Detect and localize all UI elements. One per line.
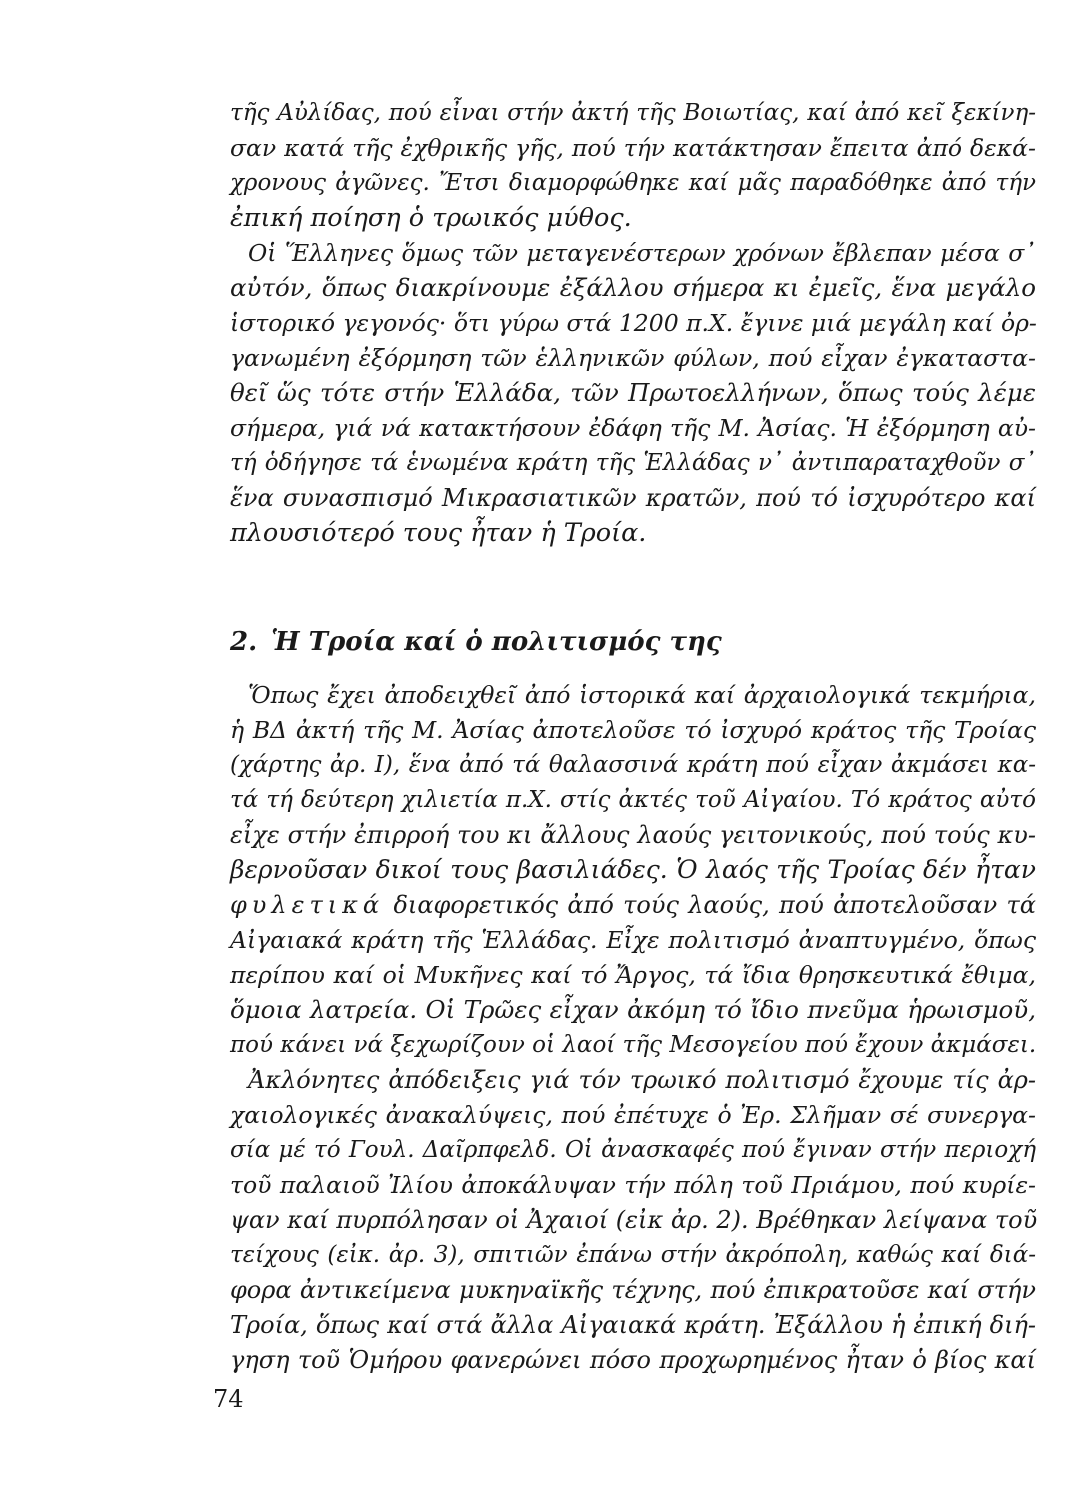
text-line: χαιολογικές ἀνακαλύψεις, πού ἐπέτυχε ὁ Ἐρ. Σλῆμαν σέ συνεργα- [230, 1101, 1036, 1129]
text-line: πού κάνει νά ξεχωρίζουν οἱ λαοί τῆς Μεσογείου πού ἔχουν ἀκμάσει. [230, 1032, 1037, 1058]
text-line: εἶχε στήν ἐπιρροή του κι ἄλλους λαούς γειτονικούς, πού τούς κυ- [230, 821, 1036, 849]
text-line: ἡ ΒΔ ἀκτή τῆς Μ. Ἀσίας ἀποτελοῦσε τό ἰσχυρό κράτος τῆς Τροίας [230, 716, 1036, 744]
text-line: τά τή δεύτερη χιλιετία π.Χ. στίς ἀκτές τοῦ Αἰγαίου. Τό κράτος αὐτό [230, 787, 1036, 813]
text-line: σήμερα, γιά νά κατακτήσουν ἐδάφη τῆς Μ. Ἀσίας. Ἡ ἐξόρμηση αὐ- [230, 414, 1036, 442]
text-line: χρονους ἀγῶνες. Ἔτσι διαμορφώθηκε καί μᾶς παραδόθηκε ἀπό τήν [230, 170, 1036, 196]
text-line: αὐτόν, ὅπως διακρίνουμε ἐξάλλου σήμερα κι ἐμεῖς, ἕνα μεγάλο [230, 273, 1036, 302]
text-fragment: διαφορετικός ἀπό τούς λαούς, πού ἀποτελοῦσαν τά [393, 891, 1036, 919]
text-line: Τροία, ὅπως καί στά ἄλλα Αἰγαιακά κράτη. Ἐξάλλου ἡ ἐπική διή- [230, 1311, 1036, 1339]
text-line: θεῖ ὥς τότε στήν Ἑλλάδα, τῶν Πρωτοελλήνων, ὅπως τούς λέμε [230, 378, 1036, 407]
section-number: 2. [230, 627, 258, 657]
text-line: ψαν καί πυρπόλησαν οἱ Ἀχαιοί (εἰκ ἀρ. 2). Βρέθηκαν λείψανα τοῦ [230, 1206, 1038, 1234]
text-line: (χάρτης ἀρ. Ι), ἕνα ἀπό τά θαλασσινά κράτη πού εἶχαν ἀκμάσει κα- [230, 752, 1036, 778]
text-line: τείχους (εἰκ. ἀρ. 3), σπιτιῶν ἐπάνω στήν ἀκρόπολη, καθώς καί διά- [230, 1242, 1036, 1268]
text-line: πλουσιότερό τους ἦταν ἡ Τροία. [230, 518, 647, 548]
text-line [230, 890, 1036, 920]
text-line: ἕνα συνασπισμό Μικρασιατικῶν κρατῶν, πού τό ἰσχυρότερο καί [230, 484, 1036, 512]
text-line: τῆς Αὐλίδας, πού εἶναι στήν ἀκτή τῆς Βοιωτίας, καί ἀπό κεῖ ξεκίνη- [230, 100, 1036, 126]
section-heading [230, 626, 722, 658]
text-line: ἱστορικό γεγονός· ὅτι γύρω στά 1200 π.Χ. ἔγινε μιά μεγάλη καί ὀρ- [230, 309, 1037, 337]
text-line: σαν κατά τῆς ἐχθρικῆς γῆς, πού τήν κατάκτησαν ἔπειτα ἀπό δεκά- [230, 134, 1036, 162]
text-line: γανωμένη ἐξόρμηση τῶν ἑλληνικῶν φύλων, πού εἶχαν ἐγκαταστα- [230, 344, 1036, 372]
text-line: φορα ἀντικείμενα μυκηναϊκῆς τέχνης, πού ἐπικρατοῦσε καί στήν [230, 1276, 1036, 1304]
spaced-emphasis: φυλετικά [230, 891, 385, 919]
text-line: βερνοῦσαν δικοί τους βασιλιάδες. Ὁ λαός τῆς Τροίας δέν ἦταν [230, 855, 1036, 884]
page-number: 74 [213, 1385, 244, 1413]
text-line: ἐπική ποίηση ὁ τρωικός μύθος. [230, 203, 632, 233]
text-line: τοῦ παλαιοῦ Ἰλίου ἀποκάλυψαν τήν πόλη τοῦ Πριάμου, πού κυρίε- [230, 1171, 1036, 1199]
text-line: Οἱ Ἕλληνες ὅμως τῶν μεταγενέστερων χρόνων ἔβλεπαν μέσα σ᾽ [248, 239, 1036, 267]
text-line: ὅμοια λατρεία. Οἱ Τρῶες εἶχαν ἀκόμη τό ἴδιο πνεῦμα ἡρωισμοῦ, [230, 995, 1036, 1024]
text-line: Ἀκλόνητες ἀπόδειξεις γιά τόν τρωικό πολιτισμό ἔχουμε τίς ἀρ- [248, 1066, 1036, 1094]
text-line: τή ὁδήγησε τά ἑνωμένα κράτη τῆς Ἑλλάδας ν᾽ ἀντιπαραταχθοῦν σ᾽ [230, 450, 1036, 476]
text-line: γηση τοῦ Ὁμήρου φανερώνει πόσο προχωρημένος ἦταν ὁ βίος καί [230, 1346, 1036, 1374]
section-title: Ἡ Τροία καί ὁ πολιτισμός της [271, 627, 722, 657]
text-line: σία μέ τό Γουλ. Δαῖρπφελδ. Οἱ ἀνασκαφές πού ἔγιναν στήν περιοχή [230, 1137, 1036, 1163]
text-line: Αἰγαιακά κράτη τῆς Ἑλλάδας. Εἶχε πολιτισμό ἀναπτυγμένο, ὅπως [230, 926, 1036, 954]
text-line: περίπου καί οἱ Μυκῆνες καί τό Ἄργος, τά ἴδια θρησκευτικά ἔθιμα, [230, 961, 1036, 989]
text-line: Ὅπως ἔχει ἀποδειχθεῖ ἀπό ἱστορικά καί ἀρχαιολογικά τεκμήρια, [248, 681, 1036, 709]
